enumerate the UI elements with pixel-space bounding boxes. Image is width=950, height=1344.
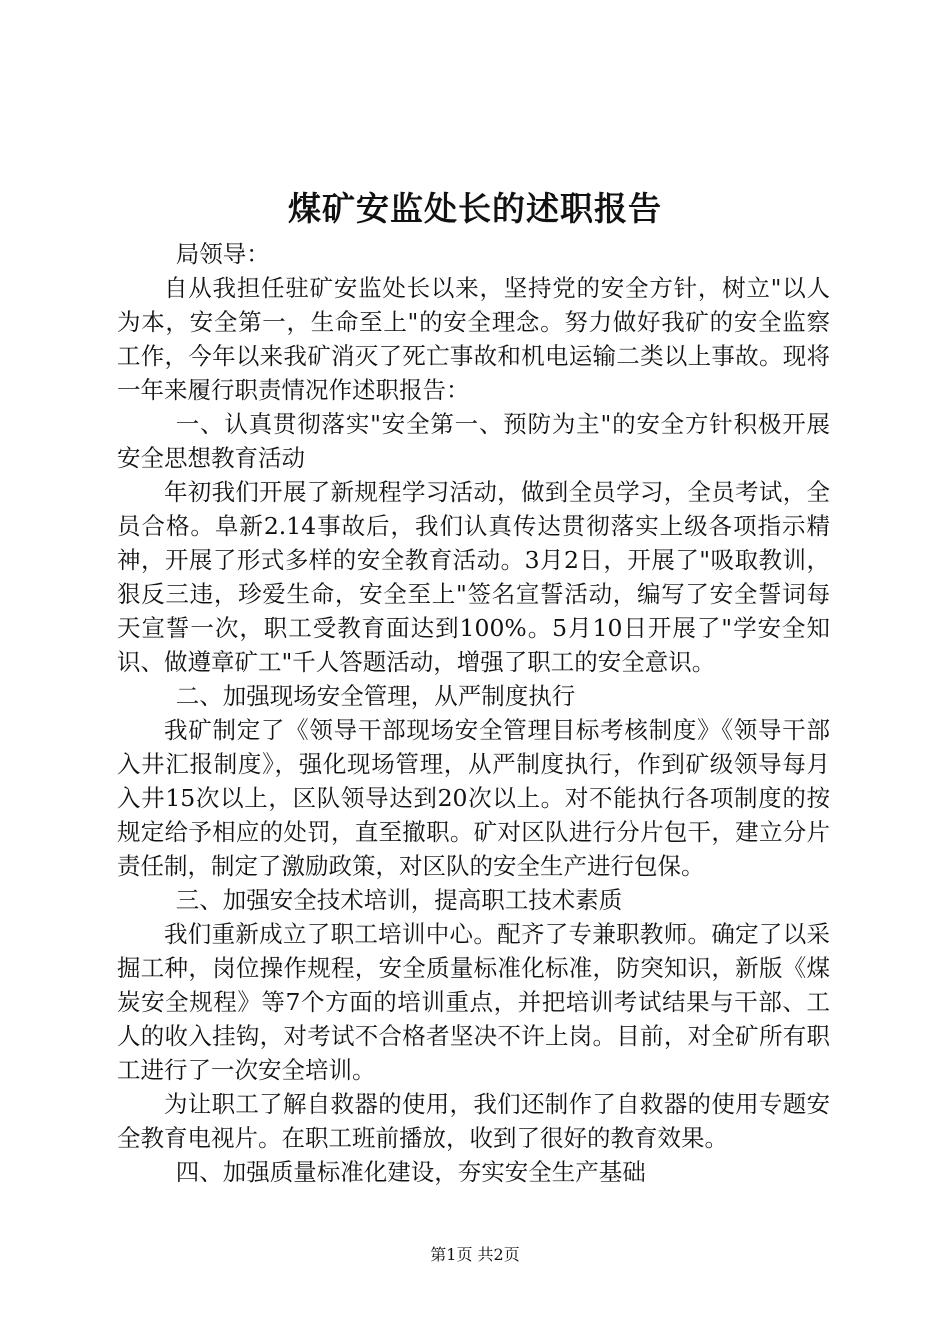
document-body xyxy=(117,237,830,1189)
salutation: 局领导： xyxy=(175,240,270,268)
section-2-paragraph: 我矿制定了《领导干部现场安全管理目标考核制度》《领导干部入井汇报制度》，强化现场管理，从严制度执行，作到矿级领导每月入井15次以上，区队领导达到20次以上。对不能执行各项制度的按规定给予相应的处罚，直至撤职。矿对区队进行分片包干，建立分片责任制，制定了激励政策，对区队的安全生产进行包保。 xyxy=(117,716,830,880)
section-heading-3: 三、加强安全技术培训，提高职工技术素质 xyxy=(175,886,623,914)
section-heading-2: 二、加强现场安全管理，从严制度执行 xyxy=(175,682,576,710)
section-heading-4: 四、加强质量标准化建设，夯实安全生产基础 xyxy=(175,1158,646,1186)
section-3-paragraph-2: 为让职工了解自救器的使用，我们还制作了自救器的使用专题安全教育电视片。在职工班前播放，收到了很好的教育效果。 xyxy=(117,1090,830,1152)
section-3-paragraph-1: 我们重新成立了职工培训中心。配齐了专兼职教师。确定了以采掘工种，岗位操作规程，安全质量标准化标准，防突知识，新版《煤炭安全规程》等7个方面的培训重点，并把培训考试结果与干部、工人的收入挂钩，对考试不合格者坚决不许上岗。目前，对全矿所有职工进行了一次安全培训。 xyxy=(117,920,830,1084)
section-heading-1: 一、认真贯彻落实"安全第一、预防为主"的安全方针积极开展安全思想教育活动 xyxy=(117,410,830,472)
document-title: 煤矿安监处长的述职报告 xyxy=(288,189,662,228)
page-indicator: 第1页 共2页 xyxy=(430,1245,520,1264)
section-1-paragraph: 年初我们开展了新规程学习活动，做到全员学习，全员考试，全员合格。阜新2.14事故后，我们认真传达贯彻落实上级各项指示精神，开展了形式多样的安全教育活动。3月2日，开展了"吸取教训，狠反三违，珍爱生命，安全至上"签名宣誓活动，编写了安全誓词每天宣誓一次，职工受教育面达到100%。5月10日开展了"学安全知识、做遵章矿工"千人答题活动，增强了职工的安全意识。 xyxy=(117,478,830,676)
intro-paragraph: 自从我担任驻矿安监处长以来，坚持党的安全方针，树立"以人为本，安全第一，生命至上"的安全理念。努力做好我矿的安全监察工作，今年以来我矿消灭了死亡事故和机电运输二类以上事故。现将一年来履行职责情况作述职报告： xyxy=(117,274,830,404)
